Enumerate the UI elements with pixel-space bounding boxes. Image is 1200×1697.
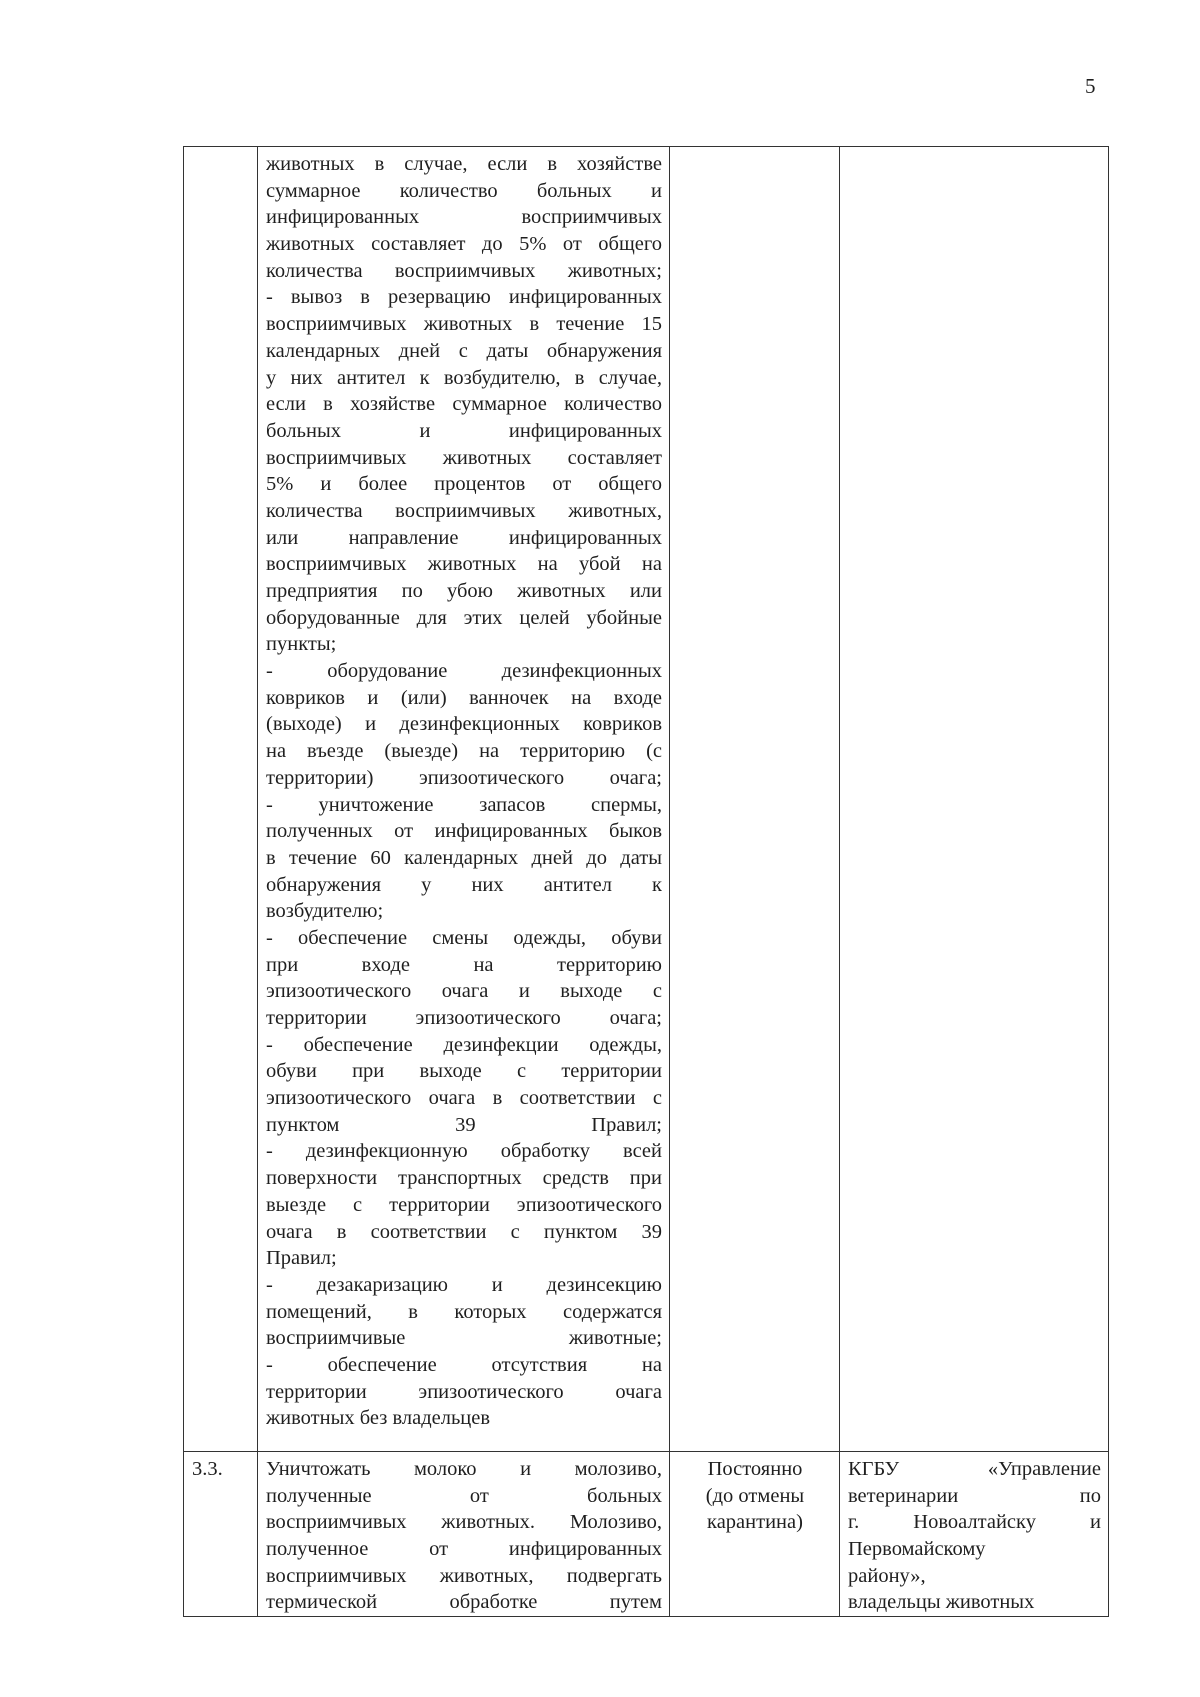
table-row-continued [184, 147, 1109, 1452]
text-line: суммарное количество больных и [266, 179, 662, 202]
text-line: 5% и более процентов от общего [266, 473, 662, 496]
text-line: инфицированных восприимчивых [266, 206, 662, 229]
text-line: количества восприимчивых животных, [266, 499, 662, 522]
text-line: восприимчивых животных. Молозиво, [266, 1511, 662, 1534]
text-line: Постоянно [707, 1458, 803, 1480]
text-line: - оборудование дезинфекционных [266, 660, 662, 683]
text-line: пункты; [266, 633, 337, 656]
text-line: в течение 60 календарных дней до даты [266, 846, 662, 869]
text-line: помещений, в которых содержатся [266, 1300, 662, 1323]
text-line: если в хозяйстве суммарное количество [266, 393, 662, 416]
text-line: у них антител к возбудителю, в случае, [266, 366, 662, 389]
text-line: КГБУ «Управление [848, 1458, 1101, 1480]
cell-term-continued [670, 147, 840, 1452]
text-line: территории) эпизоотического очага; [266, 766, 662, 789]
text-line: восприимчивые животные; [266, 1327, 662, 1350]
text-line: ветеринарии по [848, 1484, 1101, 1507]
text-line: оборудованные для этих целей убойные [266, 606, 662, 629]
text-line: при входе на территорию [266, 953, 662, 976]
text-line: (выходе) и дезинфекционных ковриков [266, 713, 662, 736]
text-line: г. Новоалтайску и [848, 1511, 1101, 1534]
text-line: восприимчивых животных составляет [266, 446, 662, 469]
text-line: поверхности транспортных средств при [266, 1167, 662, 1190]
text-line: владельцы животных [848, 1591, 1035, 1614]
text-line: - уничтожение запасов спермы, [266, 793, 662, 816]
text-line: термической обработке путем [266, 1591, 662, 1614]
text-line: Уничтожать молоко и молозиво, [266, 1458, 662, 1480]
text-line: карантина) [707, 1511, 803, 1534]
text-line: Первомайскому [848, 1538, 986, 1561]
text-line: эпизоотического очага в соответствии с [266, 1087, 662, 1110]
cell-term-3-3 [670, 1452, 840, 1617]
text-line: полученные от больных [266, 1484, 662, 1507]
cell-responsible-continued [840, 147, 1109, 1452]
text-line: на въезде (выезде) на территорию (с [266, 740, 662, 763]
text-line: ковриков и (или) ванночек на входе [266, 686, 662, 709]
measures-table [183, 146, 1109, 1617]
cell-number-3-3: 3.3. [184, 1452, 258, 1617]
text-line: больных и инфицированных [266, 419, 662, 442]
text-line: - вывоз в резервацию инфицированных [266, 286, 662, 309]
text-line: - обеспечение смены одежды, обуви [266, 926, 662, 949]
cell-number-continued [184, 147, 258, 1452]
cell-measures-3-3 [258, 1452, 670, 1617]
text-line: восприимчивых животных, подвергать [266, 1564, 662, 1587]
text-line: Правил; [266, 1247, 337, 1270]
text-line: животных составляет до 5% от общего [266, 233, 662, 256]
text-line: полученное от инфицированных [266, 1538, 662, 1561]
text-line: восприимчивых животных на убой на [266, 553, 662, 576]
text-line: обнаружения у них антител к [266, 873, 662, 896]
page-number: 5 [1085, 74, 1096, 98]
text-line: восприимчивых животных в течение 15 [266, 313, 662, 336]
cell-measures-continued [258, 147, 670, 1452]
text-line: полученных от инфицированных быков [266, 820, 662, 843]
text-line: территории эпизоотического очага [266, 1380, 662, 1403]
cell-responsible-3-3 [840, 1452, 1109, 1617]
text-line: (до отмены [705, 1484, 805, 1507]
table-row-3-3 [184, 1452, 1109, 1617]
text-line: эпизоотического очага и выходе с [266, 980, 662, 1003]
text-line: количества восприимчивых животных; [266, 259, 662, 282]
text-line: - дезакаризацию и дезинсекцию [266, 1273, 662, 1296]
text-line: животных без владельцев [266, 1407, 491, 1430]
text-line: - обеспечение отсутствия на [266, 1353, 662, 1376]
text-line: обуви при выходе с территории [266, 1060, 662, 1083]
text-line: возбудителю; [266, 900, 384, 923]
text-line: пунктом 39 Правил; [266, 1113, 662, 1136]
text-line: району», [848, 1564, 926, 1587]
text-line: выезде с территории эпизоотического [266, 1193, 662, 1216]
text-line: животных в случае, если в хозяйстве [266, 153, 662, 175]
text-line: предприятия по убою животных или [266, 580, 662, 602]
text-line: территории эпизоотического очага; [266, 1007, 662, 1029]
text-line: календарных дней с даты обнаружения [266, 339, 662, 362]
text-line: очага в соответствии с пунктом 39 [266, 1220, 662, 1243]
text-line: - дезинфекционную обработку всей [266, 1140, 662, 1163]
text-line: - обеспечение дезинфекции одежды, [266, 1033, 662, 1056]
text-line: или направление инфицированных [266, 526, 662, 549]
